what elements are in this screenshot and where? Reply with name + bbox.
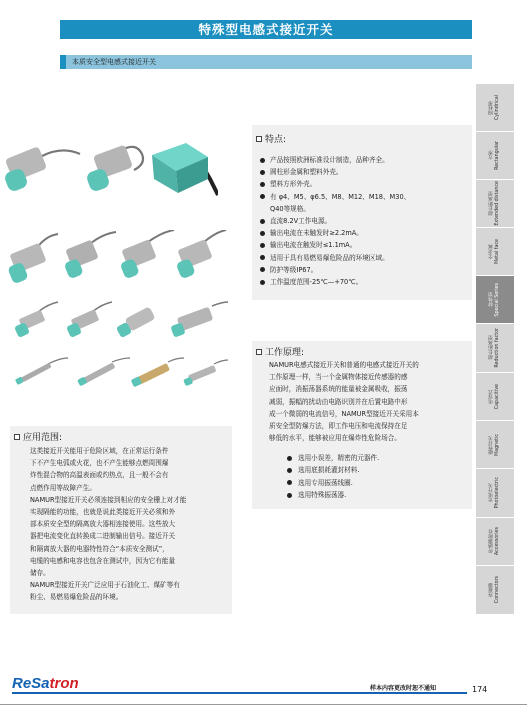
list-item: 工作温度范围-25℃—+70℃。 bbox=[258, 276, 468, 288]
section-subtitle: 本质安全型电感式接近开关 bbox=[60, 55, 472, 69]
sidebar-item-accessories[interactable]: 传感器附件 Accessories bbox=[476, 518, 514, 566]
bullet-icon bbox=[260, 231, 265, 236]
application-text: 这类接近开关能用于危险区域，在正常运行条件 下不产生电弧或火花，也不产生能够点燃周围爆 炸性混合物的高温表面或灼热点，且一般不会有 点燃作用等故障产生。 NAMUR型接近开关必须连接到相应的安全栅上对才能 实现隔能的功能，也就是说此类接近开关必须和外 部本质安全型的隔离放大器相连接使用。这些放大 器把电流变化直转换成二进制输出信号。接近开关 和隔离放大器的电器特性符合“本质安全测试”， 电缆的电感和电容也包含在测试中，因为它有能量 储存。 NAMUR型接近开关广泛应用于石油化工、煤矿等有 粉尘、易燃易爆危险品的环境。 bbox=[30, 447, 187, 602]
page-bottom-rule bbox=[0, 704, 527, 705]
sensor-mini-row bbox=[8, 356, 230, 392]
application-heading bbox=[14, 430, 62, 443]
principle-heading bbox=[256, 345, 304, 358]
sensor-medium-row bbox=[4, 230, 230, 292]
bullet-icon bbox=[287, 456, 292, 461]
sidebar-item-rectangular[interactable]: 方形 Rectangular bbox=[476, 132, 514, 180]
list-item: 输出电流在触发时≤1.1mA。 bbox=[258, 239, 468, 251]
features-title: 特点: bbox=[265, 135, 287, 145]
bullet-icon bbox=[287, 480, 292, 485]
bullet-icon bbox=[260, 194, 265, 199]
sidebar-item-cylindrical[interactable]: 圆柱形 Cylindrical bbox=[476, 84, 514, 132]
footer-rule bbox=[12, 692, 467, 694]
list-item: 选用专用振荡线圈. bbox=[285, 477, 379, 489]
bullet-icon bbox=[287, 493, 292, 498]
sidebar-item-photoelectric[interactable]: 光电开关 Photoelectric bbox=[476, 469, 514, 518]
list-item: 输出电流在未触发时≥2.2mA。 bbox=[258, 227, 468, 239]
list-item: 塑料方形外壳。 bbox=[258, 178, 468, 190]
brand-logo: ReSatron bbox=[12, 675, 79, 692]
sidebar-item-special-series[interactable]: 特殊型 Special Series bbox=[476, 276, 514, 324]
bullet-icon bbox=[260, 267, 265, 272]
footer-notice: 样本内容更改时恕不通知 bbox=[370, 685, 437, 692]
features-list bbox=[258, 154, 468, 288]
checkbox-square-icon bbox=[256, 136, 262, 142]
sensor-large-2 bbox=[82, 140, 152, 196]
list-item-continuation: Q40等规格。 bbox=[270, 204, 310, 213]
sidebar-item-connectors[interactable]: 连接器 Connectors bbox=[476, 566, 514, 615]
sensor-small-row bbox=[8, 300, 230, 344]
sensor-square bbox=[146, 135, 218, 197]
checkbox-square-icon bbox=[256, 349, 262, 355]
features-heading bbox=[256, 132, 286, 145]
list-item: 有 φ4、M5、φ6.5、M8、M12、M18、M30、 bbox=[258, 191, 468, 203]
sidebar-item-capacitive[interactable]: 电容式 Capacitive bbox=[476, 373, 514, 421]
principle-text: NAMUR电感式接近开关和普通的电感式接近开关的 工作原理一样，当一个金属物体接近传感器的感 应面时，消振荡器系统的能量被金属吸收，振荡 减弱，振幅的扰动由电路识别并在后置电路中形 成一个微弱的电流信号，NAMUR型接近开关采用本 质安全型防爆方法，即工作电压和电流保持在足 够低的水平，能够被应用在爆炸性危险场合。 bbox=[269, 361, 419, 443]
sidebar-item-extended-distance[interactable]: 超长距离型 Extended distance bbox=[476, 180, 514, 228]
principle-list bbox=[285, 452, 379, 502]
bullet-icon bbox=[287, 468, 292, 473]
application-title: 应用范围: bbox=[23, 433, 63, 443]
list-item: 选用小误差，精密的元器件. bbox=[285, 452, 379, 464]
list-item: 适用于具有易燃易爆危险品的环境区域。 bbox=[258, 252, 468, 264]
bullet-icon bbox=[260, 170, 265, 175]
sensor-large-1 bbox=[4, 142, 82, 192]
list-item: 产品按照欧洲标准设计制造，品种齐全。 bbox=[258, 154, 468, 166]
bullet-icon bbox=[260, 182, 265, 187]
bullet-icon bbox=[260, 219, 265, 224]
list-item: 选用底损耗灌封材料. bbox=[285, 464, 379, 476]
list-item: 选用特殊振荡器. bbox=[285, 489, 379, 501]
list-item: 直流8.2V工作电源。 bbox=[258, 215, 468, 227]
bullet-icon bbox=[260, 280, 265, 285]
list-item: 防护等级IP67。 bbox=[258, 264, 468, 276]
category-sidebar bbox=[476, 84, 514, 615]
principle-title: 工作原理: bbox=[265, 348, 305, 358]
bullet-icon bbox=[260, 243, 265, 248]
sidebar-item-reduction-factor[interactable]: 超长距离型 Reduction factor bbox=[476, 324, 514, 373]
sidebar-item-metal-face[interactable]: 全金属 Metal face bbox=[476, 228, 514, 276]
bullet-icon bbox=[260, 255, 265, 260]
page-number: 174 bbox=[472, 685, 488, 694]
sidebar-item-magnetic[interactable]: 磁性开关 Magnetic bbox=[476, 421, 514, 469]
list-item: 圆柱形金属和塑料外壳。 bbox=[258, 166, 468, 178]
checkbox-square-icon bbox=[14, 434, 20, 440]
page-title: 特殊型电感式接近开关 bbox=[60, 20, 472, 39]
bullet-icon bbox=[260, 158, 265, 163]
